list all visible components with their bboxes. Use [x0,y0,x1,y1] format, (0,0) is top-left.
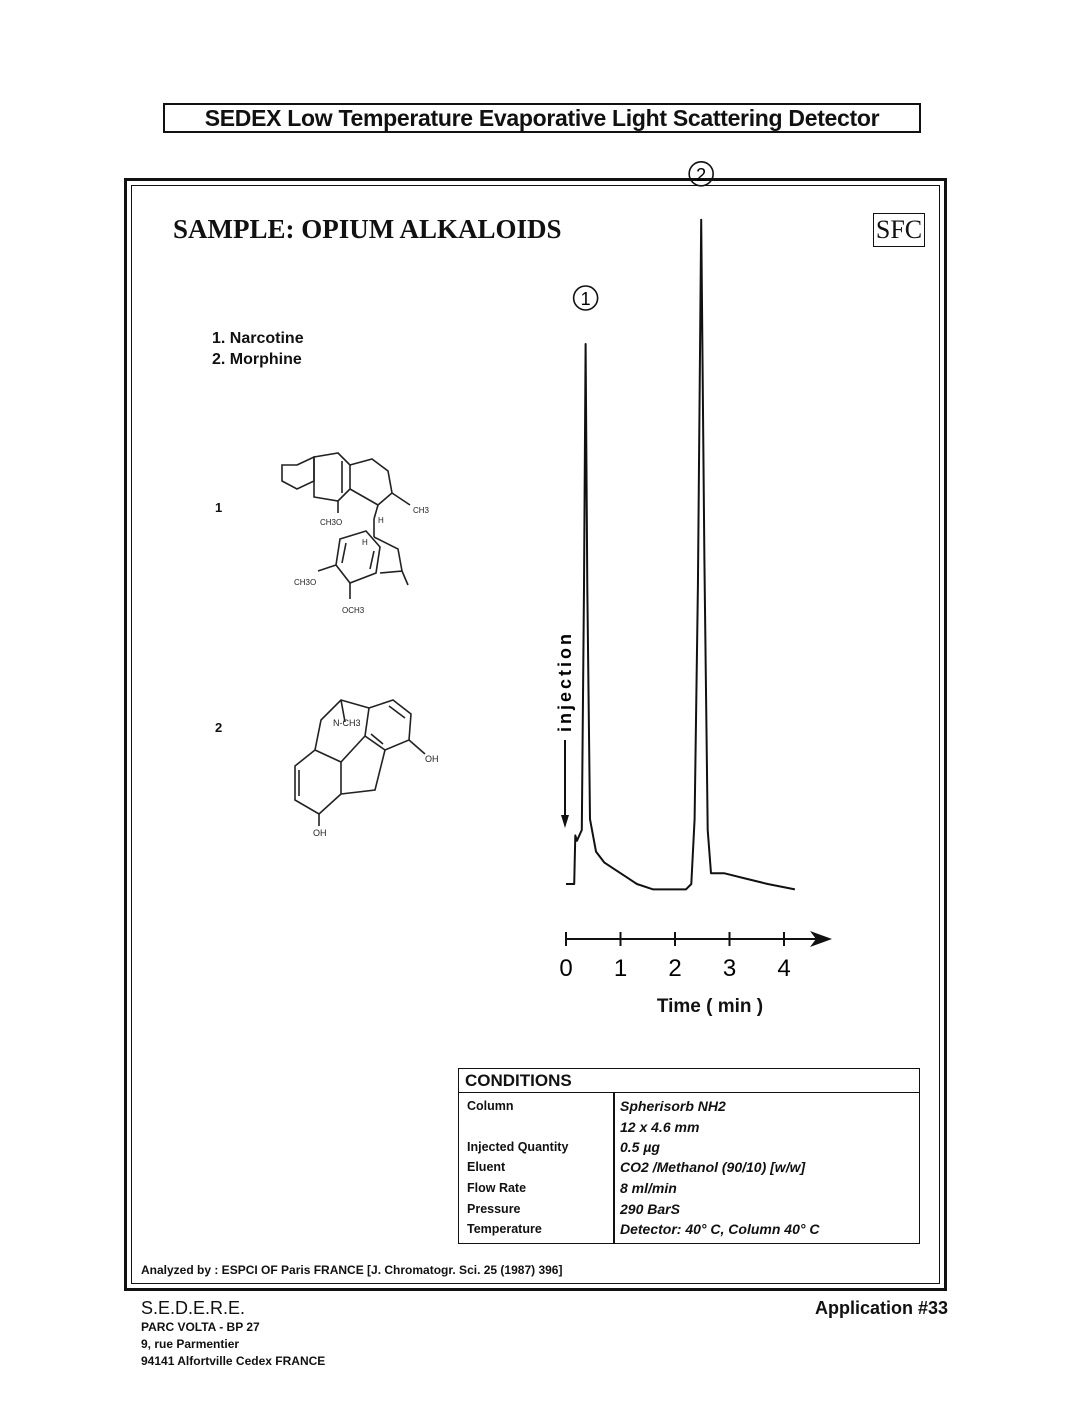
condition-value: 290 BarS [620,1201,680,1217]
application-number: Application #33 [814,1298,948,1318]
injection-arrow-head [561,815,569,828]
condition-label: Temperature [467,1222,542,1236]
chromatogram [530,164,850,990]
structure-2-label: 2 [215,720,223,735]
structure-1-label: 1 [215,500,223,515]
condition-label: Injected Quantity [467,1140,569,1154]
conditions-divider [613,1093,615,1243]
x-tick-label: 4 [777,955,791,982]
s2-oh-right: OH [425,754,439,764]
condition-value: Spherisorb NH2 [620,1098,726,1114]
address-line-3: 94141 Alfortville Cedex FRANCE [141,1354,326,1368]
s1-h-mid: H [362,538,368,547]
condition-value: 12 x 4.6 mm [620,1119,700,1135]
chromatogram-trace [566,220,795,890]
sample-title: SAMPLE: OPIUM ALKALOIDS [173,214,562,244]
x-tick-label: 0 [559,955,573,982]
conditions-table [458,1068,920,1244]
peak-marker-label: 1 [580,289,591,309]
condition-label: Eluent [467,1160,506,1174]
x-tick-label: 2 [668,955,682,982]
analyzed-by: Analyzed by : ESPCI OF Paris FRANCE [J. Chromatogr. Sci. 25 (1987) 396] [141,1263,563,1277]
condition-value: Detector: 40° C, Column 40° C [620,1221,820,1237]
peak-marker-label: 2 [696,164,707,185]
s1-ch3o-bottom: CH3O [294,578,317,587]
compound-1: 1. Narcotine [212,330,304,347]
company-name: S.E.D.E.R.E. [141,1298,246,1318]
s1-ch3o-top: CH3O [320,518,343,527]
condition-label: Flow Rate [467,1181,527,1195]
compound-2: 2. Morphine [212,351,302,368]
injection-label: injection [555,630,575,732]
narcotine-structure [280,455,440,625]
mode-badge: SFC [873,213,925,247]
s2-oh-bottom: OH [313,828,327,838]
s1-och3: OCH3 [342,606,365,615]
conditions-title: CONDITIONS [459,1069,919,1093]
header-title: SEDEX Low Temperature Evaporative Light Scattering Detector [163,103,921,133]
s1-ch3-n: CH3 [413,506,430,515]
condition-label: Pressure [467,1202,521,1216]
address-line-1: PARC VOLTA - BP 27 [141,1320,260,1334]
morphine-structure [285,690,455,850]
condition-value: 8 ml/min [620,1180,677,1196]
condition-value: CO2 /Methanol (90/10) [w/w] [620,1159,806,1175]
s2-nch3: N-CH3 [333,718,361,728]
x-axis-label: Time ( min ) [656,996,764,1017]
x-tick-label: 3 [722,955,737,982]
condition-value: 0.5 µg [620,1139,660,1155]
condition-label: Column [467,1099,514,1113]
x-tick-label: 1 [613,955,628,982]
s1-h-top: H [378,516,384,525]
address-line-2: 9, rue Parmentier [141,1337,240,1351]
